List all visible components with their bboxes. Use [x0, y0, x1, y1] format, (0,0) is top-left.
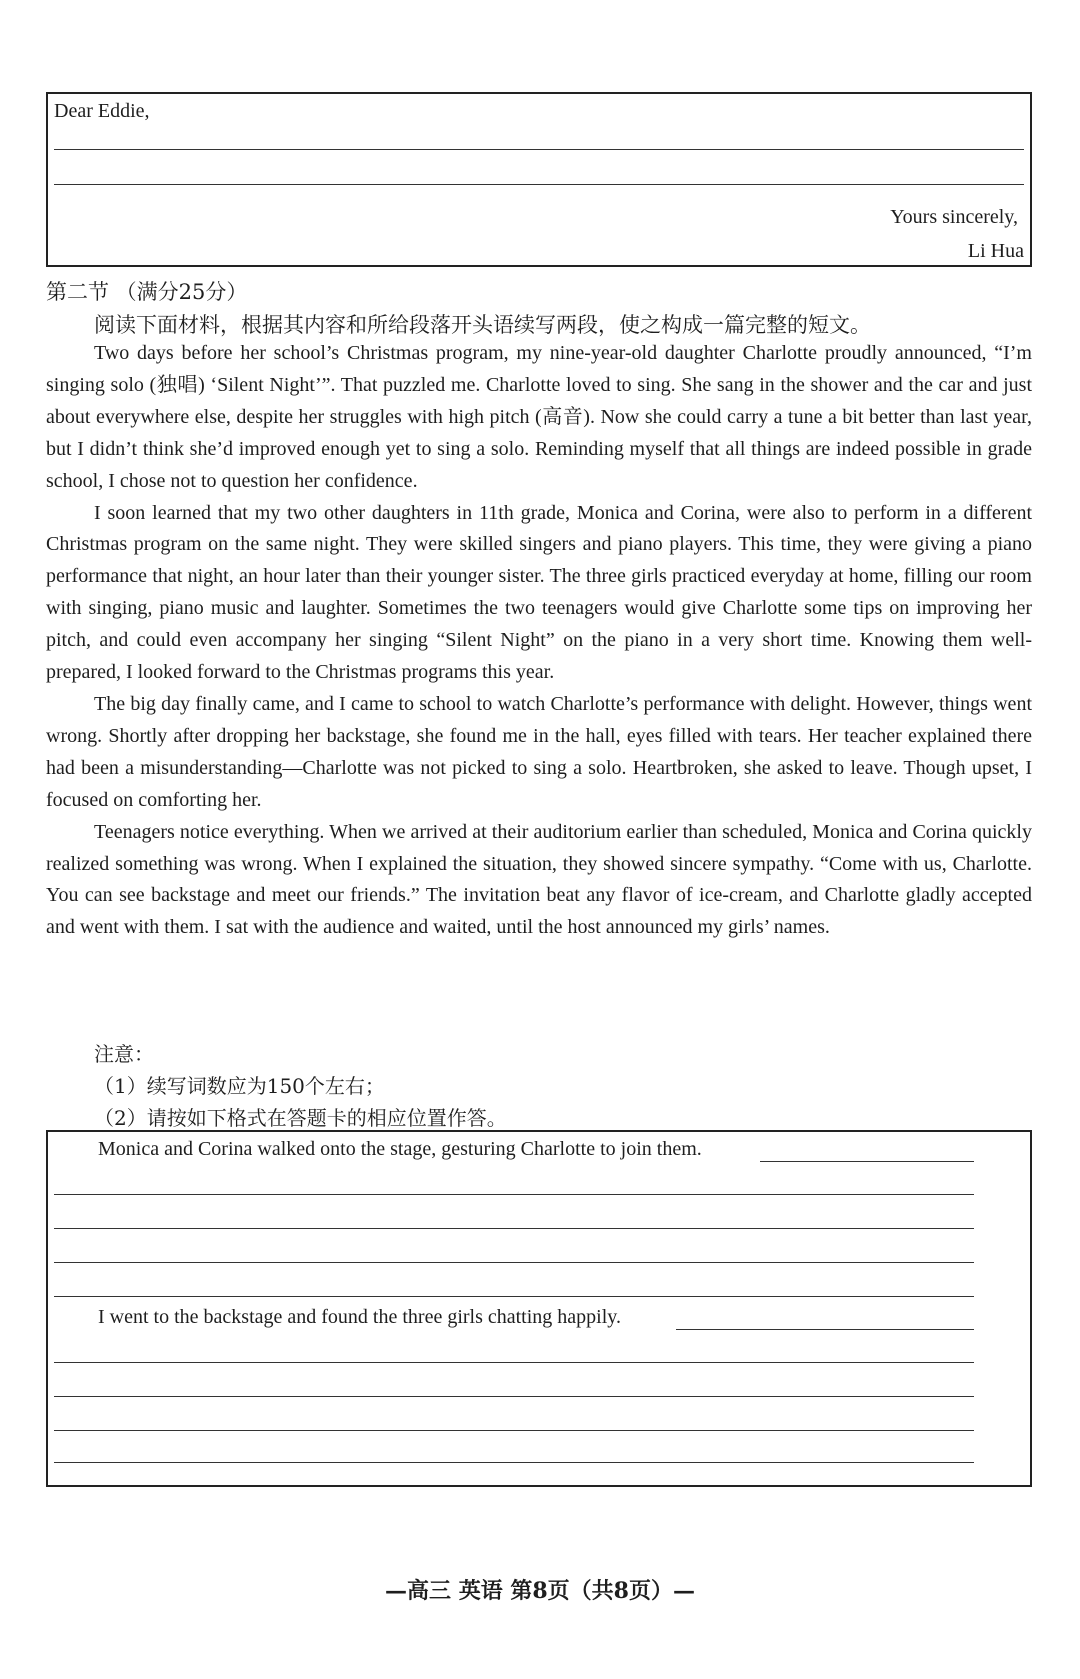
writing-line — [54, 1396, 974, 1397]
letter-salutation: Dear Eddie, — [54, 100, 150, 122]
writing-line — [54, 1462, 974, 1463]
letter-closing: Yours sincerely, — [890, 206, 1018, 228]
story-paragraph: Teenagers notice everything. When we arrived at their auditorium earlier than scheduled, Monica and Corina quickly realized something was wrong. When I explained the situation, they showed sincere sympathy. “Come with us, Charlotte. You can see backstage and meet our friends.” The invitation beat any flavor of ice-cream, and Charlotte gladly accepted and went with them. I sat with the audience and waited, until the host announced my girls’ names. — [46, 820, 1032, 939]
writing-line — [54, 1362, 974, 1363]
writing-line — [54, 1430, 974, 1431]
paragraph-opener-2: I went to the backstage and found the three girls chatting happily. — [98, 1306, 621, 1328]
writing-line — [54, 1296, 974, 1297]
letter-answer-box — [46, 92, 1032, 267]
notes-item: （2）请按如下格式在答题卡的相应位置作答。 — [94, 1106, 507, 1130]
writing-line — [54, 184, 1024, 185]
continuation-answer-box — [46, 1130, 1032, 1487]
notes-item: （1）续写词数应为150个左右； — [94, 1074, 385, 1098]
notes-heading: 注意： — [94, 1042, 154, 1066]
paragraph-opener-1: Monica and Corina walked onto the stage, gesturing Charlotte to join them. — [98, 1138, 702, 1160]
story-paragraph: Two days before her school’s Christmas program, my nine-year-old daughter Charlotte proudly announced, “I’m singing solo (独唱) ‘Silent Night’”. That puzzled me. Charlotte loved to sing. She sang in the shower and the car and just about everywhere else, despite her struggles with high pitch (高音). Now she could carry a tune a bit better than last year, but I didn’t think she’d improved enough yet to sing a solo. Reminding myself that all things are indeed possible in grade school, I chose not to question her confidence. — [46, 342, 1032, 492]
notes-block — [94, 1038, 507, 1134]
writing-line — [54, 1194, 974, 1195]
letter-signature: Li Hua — [967, 240, 1024, 262]
story-passage — [46, 338, 1032, 944]
page-footer: —高三 英语 第8页（共8页）— — [385, 1578, 695, 1604]
section-instruction: 阅读下面材料，根据其内容和所给段落开头语续写两段，使之构成一篇完整的短文。 — [94, 313, 871, 337]
section-title: 第二节 （满分25分） — [46, 280, 248, 304]
writing-line — [54, 1228, 974, 1229]
story-paragraph: The big day finally came, and I came to school to watch Charlotte’s performance with delight. However, things went wrong. Shortly after dropping her backstage, she found me in the hall, eyes filled with tears. Her teacher explained there had been a misunderstanding—Charlotte was not picked to sing a solo. Heartbroken, she asked to leave. Though upset, I focused on comforting her. — [46, 692, 1032, 811]
writing-line — [676, 1329, 974, 1330]
writing-line — [54, 1262, 974, 1263]
writing-line — [54, 149, 1024, 150]
writing-line — [760, 1161, 974, 1162]
story-paragraph: I soon learned that my two other daughters in 11th grade, Monica and Corina, were also to perform in a different Christmas program on the same night. They were skilled singers and piano players. This time, they were giving a piano performance that night, an hour later than their younger sister. The three girls practiced everyday at home, filling our room with singing, piano music and laughter. Sometimes the two teenagers would give Charlotte some tips on improving her pitch, and could even accompany her singing “Silent Night” on the piano in a very short time. Knowing them well-prepared, I looked forward to the Christmas programs this year. — [46, 501, 1032, 684]
